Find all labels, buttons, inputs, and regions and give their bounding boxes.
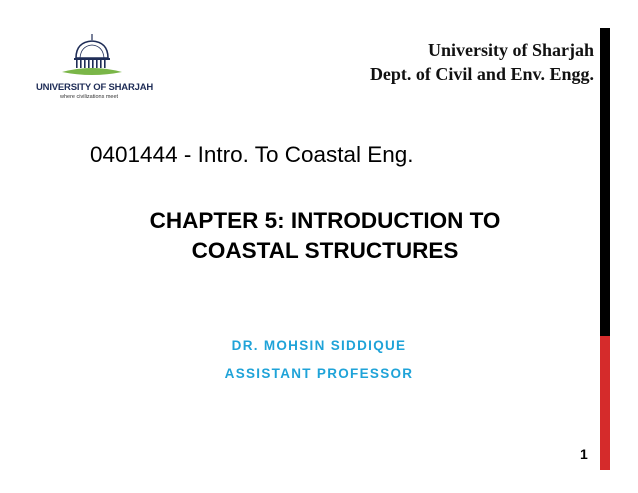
author-role: ASSISTANT PROFESSOR (224, 366, 414, 381)
header-department: Dept. of Civil and Env. Engg. (369, 64, 594, 84)
accent-bar-black (600, 28, 610, 336)
logo-university-name: UNIVERSITY OF SHARJAH (36, 82, 154, 93)
dome-icon (60, 34, 124, 80)
chapter-title-line-2: COASTAL STRUCTURES (191, 238, 459, 263)
author-name: DR. MOHSIN SIDDIQUE (231, 338, 407, 353)
header-university: University of Sharjah (428, 40, 594, 60)
logo-tagline: where civilizations meet (60, 94, 119, 100)
course-title: 0401444 - Intro. To Coastal Eng. (90, 142, 414, 167)
accent-bar-red (600, 336, 610, 470)
chapter-title-line-1: CHAPTER 5: INTRODUCTION TO (149, 208, 501, 233)
page-number: 1 (580, 446, 588, 462)
university-logo (36, 34, 156, 106)
